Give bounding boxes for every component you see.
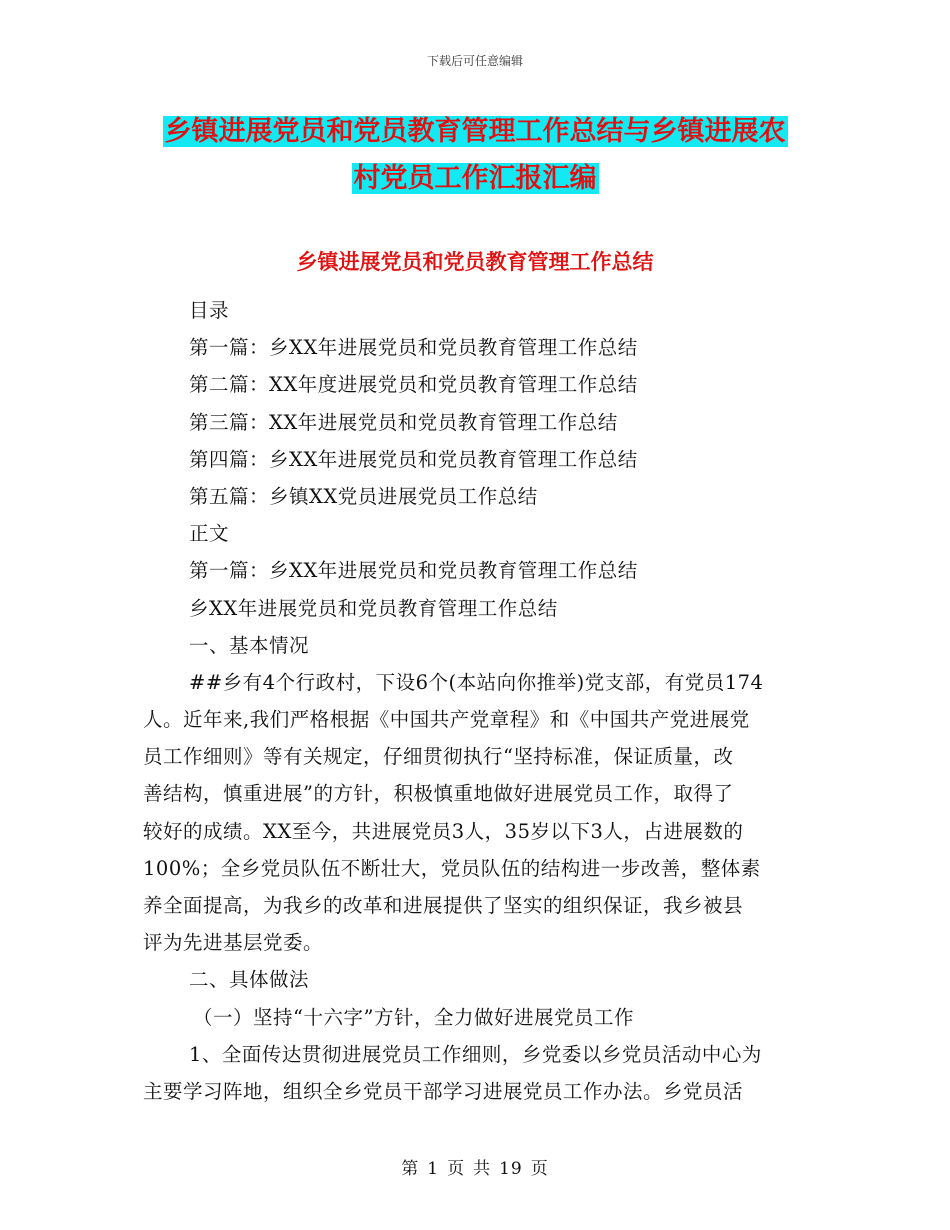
document-title-line-2: 村党员工作汇报汇编 [353,163,597,194]
toc-item: 第三篇：XX年进展党员和党员教育管理工作总结 [189,410,618,434]
paragraph-line: 评为先进基层党委。 [143,931,324,955]
total-label: 共 [473,1159,492,1179]
chapter-title: 第一篇：乡XX年进展党员和党员教育管理工作总结 [189,559,638,583]
toc-heading: 目录 [189,299,230,322]
toc-item: 第五篇：乡镇XX党员进展党员工作总结 [189,484,538,508]
paragraph-line: 人。近年来,我们严格根据《中国共产党章程》和《中国共产党进展党 [143,708,750,732]
total-unit: 页 [530,1159,549,1179]
article-title: 乡XX年进展党员和党员教育管理工作总结 [189,596,558,620]
section-title: 乡镇进展党员和党员教育管理工作总结 [296,249,654,274]
page-footer [0,1154,950,1179]
paragraph [143,664,808,962]
page-number: 1 [427,1159,440,1179]
section-heading: 一、基本情况 [189,633,310,657]
paragraph-line: 1、全面传达贯彻进展党员工作细则，乡党委以乡党员活动中心为 [189,1042,762,1066]
body-heading: 正文 [189,522,230,546]
paragraph-line: 100%；全乡党员队伍不断壮大，党员队伍的结构进一步改善，整体素 [143,856,761,880]
page-mid: 页 [447,1159,466,1179]
document-title-line-1: 乡镇进展党员和党员教育管理工作总结与乡镇进展农 [164,116,786,147]
paragraph-line: 善结构，慎重进展”的方针，积极慎重地做好进展党员工作，取得了 [143,782,734,806]
toc-item: 第二篇：XX年度进展党员和党员教育管理工作总结 [189,373,638,397]
header-note: 下载后可任意编辑 [426,54,523,68]
paragraph-line: 较好的成绩。XX至今，共进展党员3人，35岁以下3人，占进展数的 [143,819,744,843]
paragraph-line: 养全面提高，为我乡的改革和进展提供了坚实的组织保证，我乡被县 [143,894,744,917]
document-title [0,108,950,202]
toc-item: 第一篇：乡XX年进展党员和党员教育管理工作总结 [189,336,638,360]
paragraph-line: 员工作细则》等有关规定，仔细贯彻执行“坚持标准，保证质量，改 [143,745,734,769]
total-pages: 19 [499,1159,523,1179]
section-heading: 二、具体做法 [189,968,310,992]
document-body [143,292,808,1110]
paragraph-line: 主要学习阵地，组织全乡党员干部学习进展党员工作办法。乡党员活 [143,1079,744,1103]
page-label: 第 [401,1159,420,1179]
paragraph-line: ##乡有4个行政村，下设6个(本站向你推举)党支部，有党员174 [189,670,764,694]
subsection-heading: （一）坚持“十六字”方针，全力做好进展党员工作 [193,1005,634,1029]
paragraph [143,1036,808,1110]
toc-item: 第四篇：乡XX年进展党员和党员教育管理工作总结 [189,447,638,471]
